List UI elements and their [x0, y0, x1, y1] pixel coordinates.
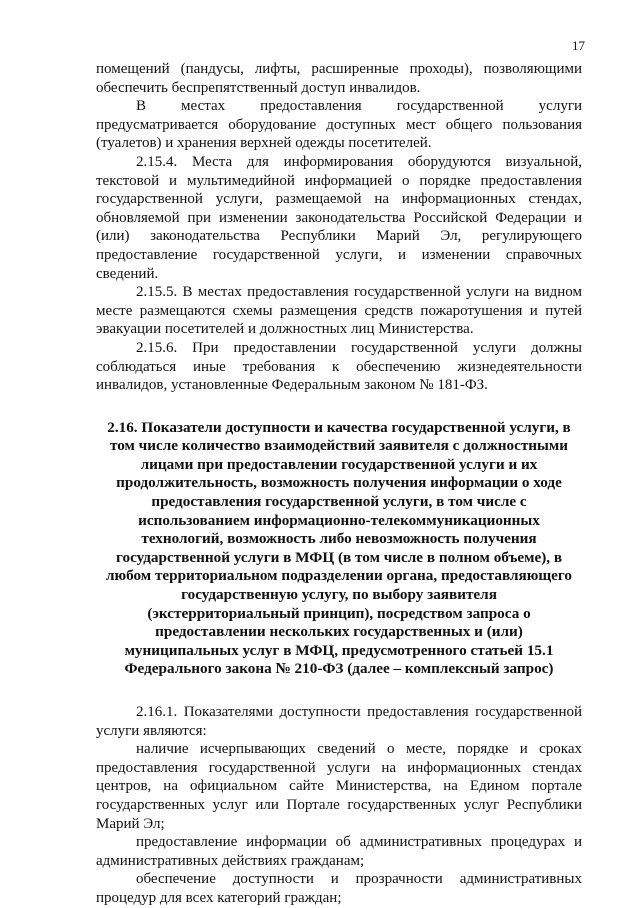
- paragraph-2-15-5: 2.15.5. В местах предоставления государственной услуги на видном месте размещаются схемы размещения средств пожаротушения и путей эвакуации посетителей и должностных лиц Министерства.: [96, 284, 582, 338]
- page-number: 17: [572, 38, 585, 53]
- list-item-information-availability: наличие исчерпывающих сведений о месте, порядке и сроках предоставления государственной услуги на информационных стендах центров, на официальном сайте Министерства, на Едином портале государственных услуг или Портале государственных услуг Республики Марий Эл;: [96, 741, 582, 832]
- list-item-procedure-information: предоставление информации об административных процедурах и административных действиях гражданам;: [96, 834, 582, 869]
- paragraph-continuation: помещений (пандусы, лифты, расширенные проходы), позволяющими обеспечить беспрепятственный доступ инвалидов.: [96, 61, 582, 96]
- paragraph-2-15-6: 2.15.6. При предоставлении государственной услуги должны соблюдаться иные требования к обеспечению жизнедеятельности инвалидов, установленные Федеральным законом № 181-ФЗ.: [96, 339, 582, 394]
- paragraph-2-15-4: 2.15.4. Места для информирования оборудуются визуальной, текстовой и мультимедийной информацией о порядке предоставления государственной услуги, размещаемой на информационных стендах, обновляемой при изменении законодательства Российской Федерации и (или) законодательства Республики Марий Эл, регулирующего предоставление государственной услуги, и изменении справочных сведений.: [96, 153, 582, 282]
- document-body: [96, 60, 582, 908]
- section-heading-2-16: 2.16. Показатели доступности и качества государственной услуги, в том числе количество взаимодействий заявителя с должностными лицами при предоставлении государственной услуги и их продолжительность, возможность получения информации о ходе предоставления государственной услуги, в том числе с использованием информационно-телекоммуникационных технологий, возможность либо невозможность получения государственной услуги в МФЦ (в том числе в полном объеме), в любом территориальном подразделении органа, предоставляющего государственную услугу, по выбору заявителя (экстерриториальный принцип), посредством запроса о предоставлении нескольких государственных и (или) муниципальных услуг в МФЦ, предусмотренного статьей 15.1 Федерального закона № 210-ФЗ (далее – комплексный запрос): [105, 418, 572, 678]
- paragraph-toilets-wardrobe: В местах предоставления государственной услуги предусматривается оборудование доступных мест общего пользования (туалетов) и хранения верхней одежды посетителей.: [96, 98, 582, 152]
- list-item-transparency: обеспечение доступности и прозрачности административных процедур для всех категорий граждан;: [96, 871, 582, 906]
- paragraph-2-16-1: 2.16.1. Показателями доступности предоставления государственной услуги являются:: [96, 704, 582, 739]
